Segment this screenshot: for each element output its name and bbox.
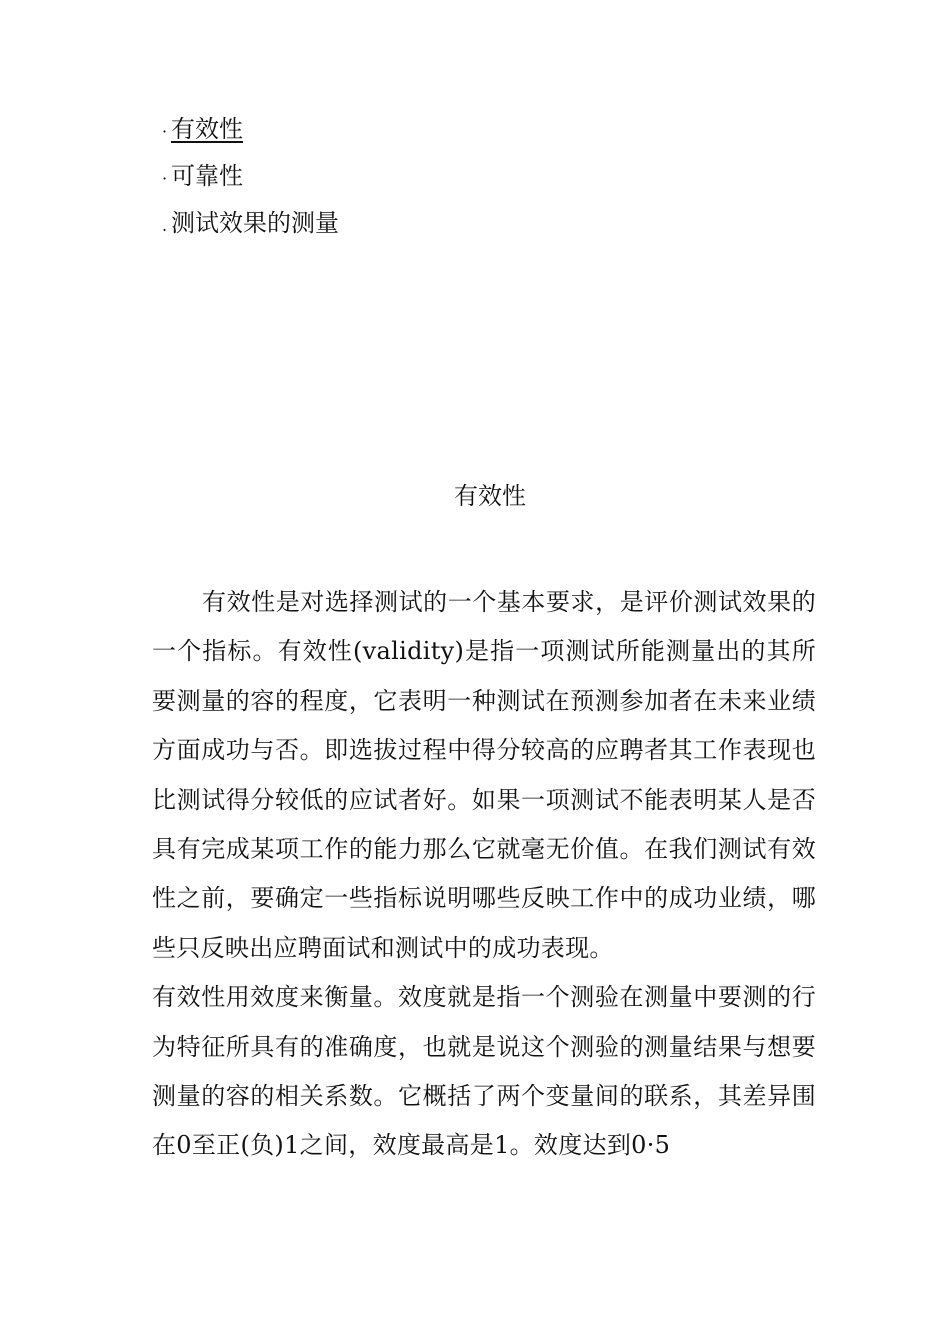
toc-bullet: · [162, 122, 168, 141]
toc-text-reliability: 可靠性 [171, 162, 243, 190]
toc-item-validity[interactable] [162, 106, 339, 153]
body-text [152, 578, 816, 1171]
section-heading: 有效性 [454, 482, 526, 510]
table-of-contents [162, 106, 339, 247]
toc-link-validity[interactable]: 有效性 [171, 115, 243, 143]
toc-bullet: · [162, 169, 168, 188]
paragraph: 有效性用效度来衡量。效度就是指一个测验在测量中要测的行为特征所具有的准确度，也就是说这个测验的测量结果与想要测量的容的相关系数。它概括了两个变量间的联系，其差异围在0至正(负)1之间，效度最高是1。效度达到0·5 [152, 983, 816, 1160]
paragraph: 有效性是对选择测试的一个基本要求，是评价测试效果的一个指标。有效性(validity)是指一项测试所能测量出的其所要测量的容的程度，它表明一种测试在预测参加者在未来业绩方面成功与否。即选拔过程中得分较高的应聘者其工作表现也比测试得分较低的应试者好。如果一项测试不能表明某人是否具有完成某项工作的能力那么它就毫无价值。在我们测试有效性之前，要确定一些指标说明哪些反映工作中的成功业绩，哪些只反映出应聘面试和测试中的成功表现。 [152, 588, 816, 962]
toc-text-measurement: 测试效果的测量 [171, 209, 339, 237]
toc-item-reliability [162, 153, 339, 200]
toc-item-measurement [162, 200, 339, 247]
toc-bullet: . [162, 216, 168, 235]
